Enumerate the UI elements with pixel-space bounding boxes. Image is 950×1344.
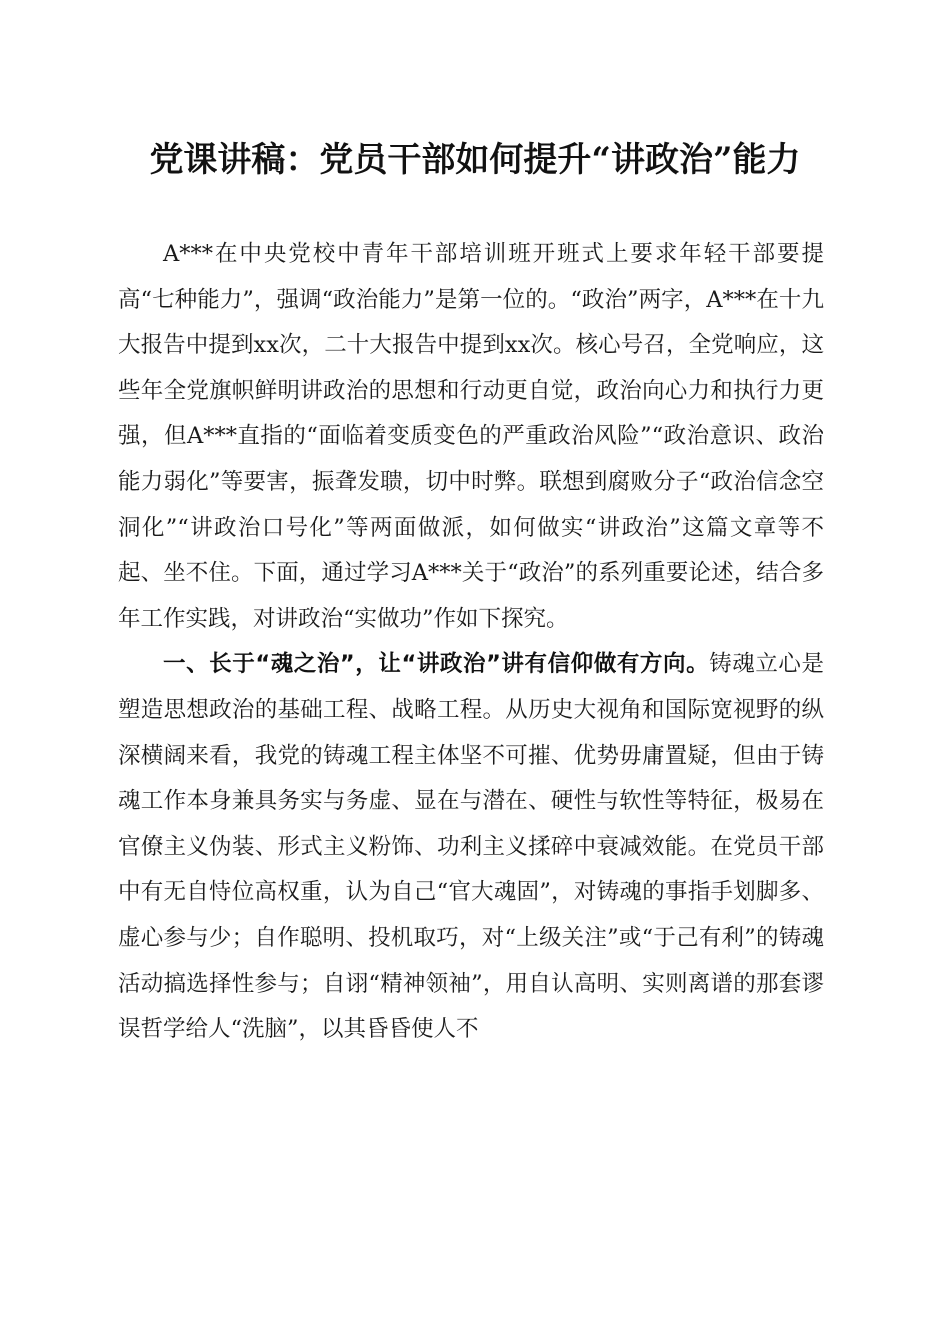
- section-one-paragraph: [118, 642, 824, 1052]
- section-one-body: 铸魂立心是塑造思想政治的基础工程、战略工程。从历史大视角和国际宽视野的纵深横阔来看，我党的铸魂工程主体坚不可摧、优势毋庸置疑，但由于铸魂工作本身兼具务实与务虚、显在与潜在、硬性与软性等特征，极易在官僚主义伪装、形式主义粉饰、功利主义揉碎中衰减效能。在党员干部中有无自恃位高权重，认为自己“官大魂固”，对铸魂的事指手划脚多、虚心参与少；自作聪明、投机取巧，对“上级关注”或“于己有利”的铸魂活动搞选择性参与；自诩“精神领袖”，用自认高明、实则离谱的那套谬误哲学给人“洗脑”，以其昏昏使人不: [118, 651, 824, 1043]
- document-body: [118, 232, 824, 1053]
- section-one-heading: 一、长于“魂之治”，让“讲政治”讲有信仰做有方向。: [163, 651, 710, 678]
- document-title: 党课讲稿：党员干部如何提升“讲政治”能力: [149, 140, 801, 180]
- intro-paragraph: A***在中央党校中青年干部培训班开班式上要求年轻干部要提高“七种能力”，强调“政治能力”是第一位的。“政治”两字，A***在十九大报告中提到xx次，二十大报告中提到xx次。核心号召，全党响应，这些年全党旗帜鲜明讲政治的思想和行动更自觉，政治向心力和执行力更强，但A***直指的“面临着变质变色的严重政治风险”“政治意识、政治能力弱化”等要害，振聋发聩，切中时弊。联想到腐败分子“政治信念空洞化”“讲政治口号化”等两面做派，如何做实“讲政治”这篇文章等不起、坐不住。下面，通过学习A***关于“政治”的系列重要论述，结合多年工作实践，对讲政治“实做功”作如下探究。: [118, 241, 824, 632]
